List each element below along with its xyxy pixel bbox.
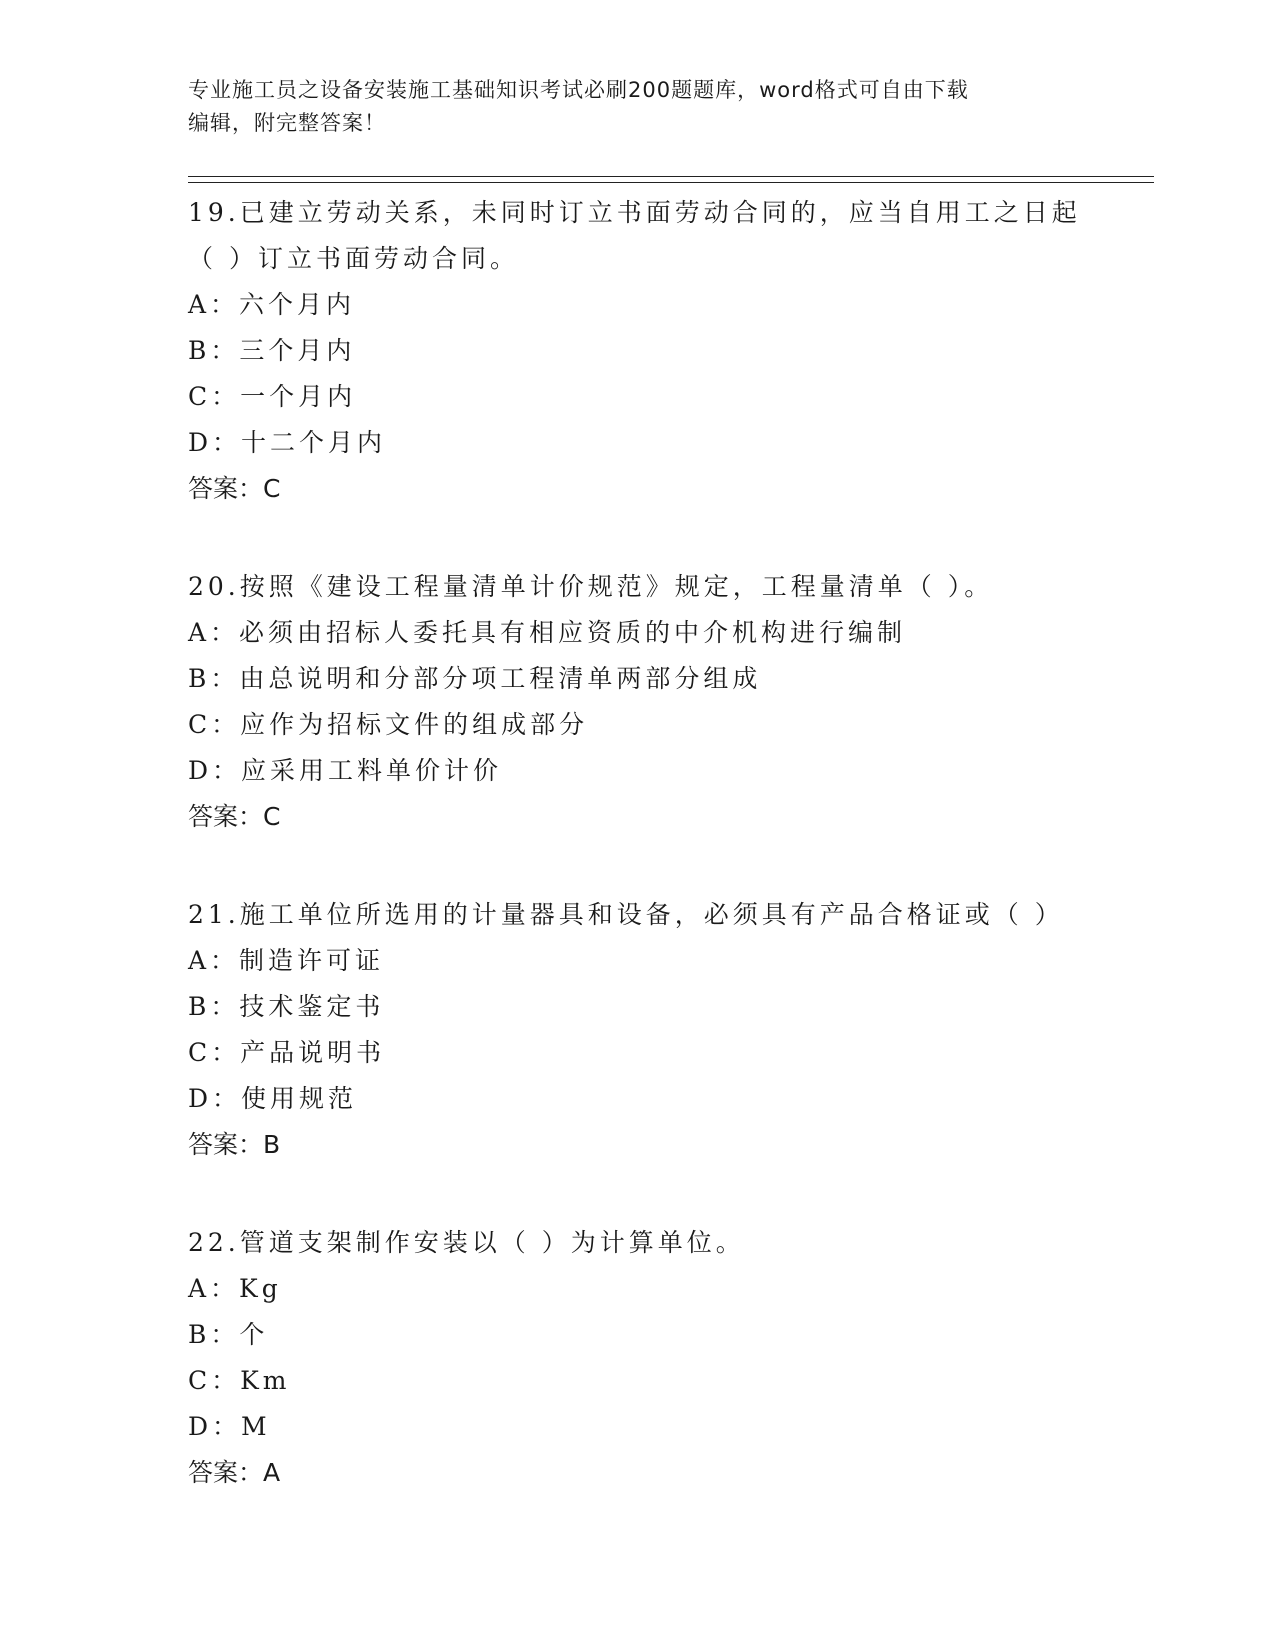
question-19 [188,190,1088,512]
answer-line: 答案：C [188,802,281,831]
header-title-line-1: 专业施工员之设备安装施工基础知识考试必刷200题题库，word格式可自由下载 [188,78,969,102]
option-d: D：M [188,1412,271,1441]
option-c: C：Km [188,1366,291,1395]
option-c: C：产品说明书 [188,1038,386,1067]
question-text: 19.已建立劳动关系，未同时订立书面劳动合同的，应当自用工之日起 [188,198,1081,227]
option-a: A：六个月内 [188,290,356,319]
answer-line: 答案：C [188,474,281,503]
question-20 [188,564,1088,840]
option-d: D：十二个月内 [188,428,387,457]
question-text: 21.施工单位所选用的计量器具和设备，必须具有产品合格证或（ ） [188,900,1064,929]
option-b: B：技术鉴定书 [188,992,385,1021]
question-text: 20.按照《建设工程量清单计价规范》规定，工程量清单（ ）。 [188,572,994,601]
option-b: B：个 [188,1320,269,1349]
option-d: D：应采用工料单价计价 [188,756,503,785]
option-a: A：必须由招标人委托具有相应资质的中介机构进行编制 [188,618,907,647]
option-b: B：三个月内 [188,336,356,365]
option-d: D：使用规范 [188,1084,358,1113]
option-b: B：由总说明和分部分项工程清单两部分组成 [188,664,762,693]
question-text-continued: （ ）订立书面劳动合同。 [188,244,519,273]
option-c: C：一个月内 [188,382,357,411]
document-header [188,74,1068,140]
question-21 [188,892,1088,1168]
header-divider-top [188,176,1154,177]
answer-line: 答案：A [188,1458,281,1487]
question-text: 22.管道支架制作安装以（ ）为计算单位。 [188,1228,745,1257]
header-divider-bottom [188,182,1154,183]
question-22 [188,1220,1088,1496]
option-c: C：应作为招标文件的组成部分 [188,710,589,739]
header-title-line-2: 编辑，附完整答案！ [188,111,386,135]
option-a: A：制造许可证 [188,946,385,975]
answer-line: 答案：B [188,1130,281,1159]
option-a: A：Kg [188,1274,282,1303]
question-list [188,190,1088,1548]
